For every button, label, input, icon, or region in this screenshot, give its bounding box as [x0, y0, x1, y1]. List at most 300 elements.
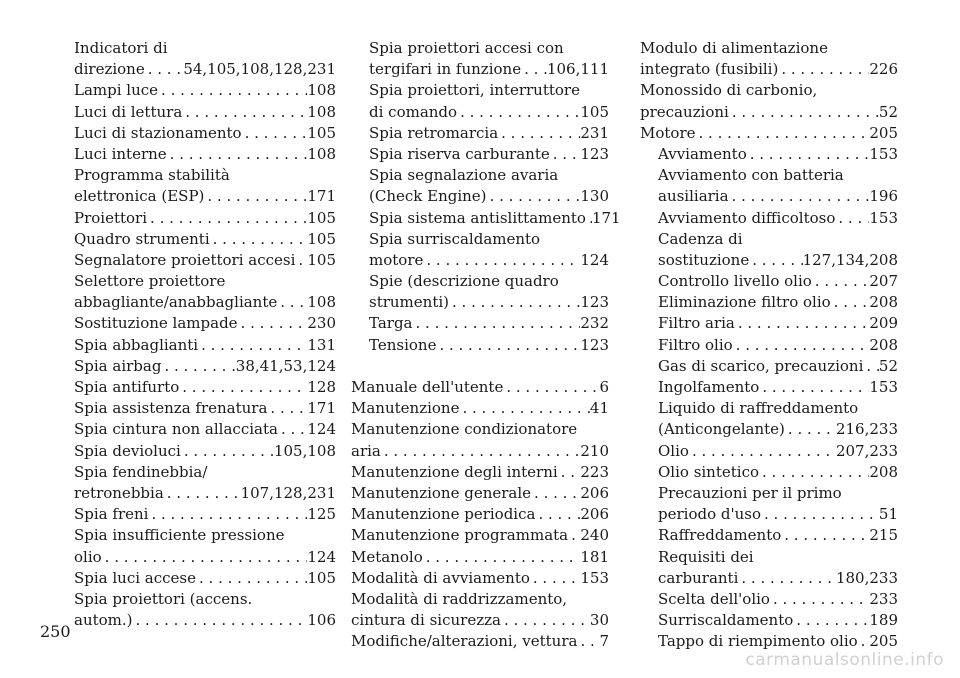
index-entry-text: Spia insufficiente pressione [74, 526, 285, 545]
index-entry-text: Spia surriscaldamento [369, 229, 541, 248]
index-entry-page: 127,134,208 [802, 250, 898, 269]
index-entry-page: 106 [307, 611, 336, 630]
index-entry-page: 181 [580, 547, 609, 566]
index-entry-page: 52 [878, 356, 898, 375]
index-entry-text: Manutenzione degli interni [351, 462, 558, 481]
index-entry-page: 206 [580, 483, 609, 502]
dot-leader [689, 441, 836, 462]
index-entry [74, 547, 336, 568]
index-entry-text: Spia segnalazione avaria [369, 166, 559, 185]
index-entry-page: 232 [580, 314, 609, 333]
index-entry [74, 59, 336, 80]
index-entry-text: Manutenzione generale [351, 483, 532, 502]
index-entry [74, 186, 336, 207]
index-entry-text: Manutenzione condizionatore [351, 420, 578, 439]
index-entry-page: 208 [869, 462, 898, 481]
index-entry-text: Avviamento difficoltoso [658, 208, 836, 227]
index-entry-text: Avviamento con batteria [658, 166, 844, 185]
index-entry-page: 52 [878, 102, 898, 121]
index-entry [351, 59, 609, 80]
index-entry-text: Monossido di carbonio, [640, 81, 818, 100]
index-entry-text: Olio sintetico [658, 462, 760, 481]
index-entry-text: periodo d'uso [658, 505, 761, 524]
index-entry [640, 377, 898, 398]
dot-leader [457, 102, 580, 123]
index-entry-text: Spia cintura non allacciata [74, 420, 278, 439]
dot-leader [735, 313, 870, 334]
index-entry [351, 462, 609, 483]
index-entry [351, 610, 609, 631]
index-entry-page: 226 [869, 60, 898, 79]
index-entry-text: Spia assistenza frenatura [74, 399, 268, 418]
index-entry-page: 125 [307, 505, 336, 524]
dot-leader [747, 144, 870, 165]
index-entry-text: Controllo livello olio [658, 272, 812, 291]
index-entry-text: abbagliante/anabbagliante [74, 293, 278, 312]
dot-leader [729, 186, 870, 207]
index-entry-text: Selettore proiettore [74, 272, 226, 291]
index-entry-text: Luci di lettura [74, 102, 183, 121]
index-entry-text: Luci di stazionamento [74, 123, 242, 142]
dot-leader [568, 525, 580, 546]
index-entry-page: 153 [869, 144, 898, 163]
dot-leader [863, 356, 879, 377]
index-entry-text: Manutenzione [351, 399, 460, 418]
index-entry-page: 131 [307, 335, 336, 354]
index-spacer [351, 356, 609, 377]
index-entry [640, 186, 898, 207]
index-entry [351, 229, 609, 250]
index-entry-page: 180,233 [835, 568, 898, 587]
index-entry [351, 186, 609, 207]
index-entry-text: Manutenzione programmata [351, 526, 569, 545]
dot-leader [423, 250, 580, 271]
index-entry [74, 38, 336, 59]
index-entry [351, 144, 609, 165]
index-entry-text: Surriscaldamento [658, 611, 794, 630]
index-entry-page: 130 [580, 187, 609, 206]
index-entry [640, 547, 898, 568]
dot-leader [759, 377, 869, 398]
dot-leader [196, 568, 307, 589]
dot-leader [147, 208, 307, 229]
index-entry-text: strumenti) [369, 293, 449, 312]
dot-leader [210, 229, 308, 250]
index-entry-text: Indicatori di [74, 39, 168, 57]
dot-leader [381, 441, 581, 462]
index-column-1 [74, 38, 336, 631]
dot-leader [501, 610, 590, 631]
index-entry-text: Precauzioni per il primo [658, 483, 842, 502]
dot-leader [759, 462, 869, 483]
index-entry-text: Filtro olio [658, 335, 733, 354]
index-entry [74, 356, 336, 377]
index-entry [351, 292, 609, 313]
index-entry [640, 356, 898, 377]
index-entry-page: 123 [580, 293, 609, 312]
index-entry-text: Scelta dell'olio [658, 589, 770, 608]
index-entry-text: Manutenzione periodica [351, 505, 536, 524]
index-entry-page: 124 [307, 420, 336, 439]
index-column-3 [640, 38, 898, 652]
index-entry-page: 207 [869, 272, 898, 291]
index-entry [351, 568, 609, 589]
index-entry-page: 105 [307, 208, 336, 227]
index-entry-text: Spia riserva carburante [369, 144, 550, 163]
index-entry-text: Spia fendinebbia/ [74, 462, 208, 481]
dot-leader [738, 568, 836, 589]
dot-leader [778, 59, 869, 80]
dot-leader [459, 398, 589, 419]
index-entry-page: 108 [307, 81, 336, 100]
index-entry [74, 568, 336, 589]
index-entry [640, 419, 898, 440]
index-entry-page: 105 [307, 123, 336, 142]
dot-leader [181, 441, 274, 462]
index-entry-page: 105 [580, 102, 609, 121]
index-entry [351, 102, 609, 123]
index-entry-page: 107,128,231 [240, 483, 336, 502]
index-entry-page: 106,111 [546, 60, 609, 79]
dot-leader [696, 123, 870, 144]
index-entry [74, 525, 336, 546]
index-entry-text: Filtro aria [658, 314, 735, 333]
index-entry [640, 441, 898, 462]
index-entry-page: 231 [580, 123, 609, 142]
dot-leader [729, 102, 879, 123]
index-entry-text: Spie (descrizione quadro [369, 272, 559, 291]
dot-leader [164, 483, 241, 504]
index-entry [640, 335, 898, 356]
index-entry [74, 165, 336, 186]
index-entry-page: 128 [307, 378, 336, 396]
index-entry-text: precauzioni [640, 102, 729, 121]
index-entry-page: 196 [869, 187, 898, 206]
index-entry [351, 335, 609, 356]
index-entry-page: 30 [589, 611, 609, 630]
dot-leader [167, 144, 308, 165]
dot-leader [770, 589, 869, 610]
index-entry-text: Motore [640, 123, 696, 142]
index-entry [351, 271, 609, 292]
index-entry-text: tergifari in funzione [369, 60, 522, 79]
watermark: carmanualsonline.info [745, 650, 944, 670]
dot-leader [749, 250, 802, 271]
index-entry-text: aria [351, 441, 381, 460]
index-entry [640, 589, 898, 610]
dot-leader [831, 292, 870, 313]
dot-leader [277, 292, 307, 313]
index-entry-text: sostituzione [658, 250, 750, 269]
index-entry [640, 250, 898, 271]
index-entry [351, 441, 609, 462]
index-entry-text: Spia proiettori (accens. [74, 589, 253, 608]
index-entry [640, 568, 898, 589]
dot-leader [530, 568, 580, 589]
index-entry [640, 80, 898, 101]
index-column-2 [351, 38, 621, 652]
index-entry [351, 547, 609, 568]
dot-leader [102, 547, 308, 568]
index-entry-text: Liquido di raffreddamento [658, 399, 859, 418]
index-entry-page: 230 [307, 314, 336, 333]
index-entry-text: carburanti [658, 568, 739, 587]
dot-leader [558, 462, 581, 483]
index-entry-text: Spia freni [74, 505, 149, 524]
dot-leader [785, 419, 836, 440]
index-entry-text: Spia devioluci [74, 441, 181, 460]
index-entry-page: 41 [589, 399, 609, 418]
index-entry [351, 377, 609, 398]
index-entry [640, 398, 898, 419]
index-entry-page: 124 [307, 547, 336, 566]
index-entry-page: 216,233 [835, 420, 898, 439]
index-entry-page: 105 [307, 568, 336, 587]
dot-leader [535, 504, 580, 525]
index-entry-page: 171 [307, 187, 336, 206]
dot-leader [449, 292, 580, 313]
index-entry [74, 377, 336, 398]
index-entry-page: 205 [869, 123, 898, 142]
index-entry-text: Tensione [369, 335, 437, 354]
index-entry [74, 483, 336, 504]
index-entry [640, 483, 898, 504]
index-entry [74, 335, 336, 356]
index-entry [640, 229, 898, 250]
dot-leader [413, 313, 581, 334]
index-entry-text: (Anticongelante) [658, 420, 785, 439]
dot-leader [521, 59, 547, 80]
index-entry [351, 123, 609, 144]
index-entry-text: Raffreddamento [658, 526, 782, 545]
dot-leader [577, 631, 599, 652]
index-entry [74, 610, 336, 631]
index-entry [351, 419, 609, 440]
index-entry-text: di comando [369, 102, 458, 121]
dot-leader [295, 250, 307, 271]
index-entry-text: Requisiti dei [658, 547, 754, 566]
index-entry-page: 105 [307, 229, 336, 248]
index-entry-text: Sostituzione lampade [74, 314, 238, 333]
index-entry-page: 123 [580, 335, 609, 354]
index-entry-page: 240 [580, 526, 609, 545]
index-entry-page: 171 [307, 399, 336, 418]
index-entry-text: ausiliaria [658, 187, 729, 206]
dot-leader [278, 419, 307, 440]
index-entry-text: retronebbia [74, 483, 164, 502]
index-entry-text: Ingolfamento [658, 378, 760, 396]
index-entry [640, 123, 898, 144]
index-entry-text: Metanolo [351, 547, 423, 566]
index-entry [74, 504, 336, 525]
index-entry-text: Programma stabilità [74, 166, 230, 185]
index-entry-page: 105 [307, 250, 336, 269]
dot-leader [498, 123, 580, 144]
index-entry-text: olio [74, 547, 102, 566]
dot-leader [267, 398, 307, 419]
index-entry [351, 250, 609, 271]
index-entry-page: 123 [580, 144, 609, 163]
index-entry-page: 233 [869, 589, 898, 608]
index-entry-text: cintura di sicurezza [351, 611, 501, 630]
index-entry-text: Segnalatore proiettori accesi [74, 250, 296, 269]
index-entry [640, 610, 898, 631]
index-entry [351, 589, 609, 610]
index-entry-text: Quadro strumenti [74, 229, 210, 248]
index-entry [640, 165, 898, 186]
index-entry-page: 215 [869, 526, 898, 545]
index-entry-text: autom.) [74, 611, 133, 630]
index-entry-page: 223 [580, 462, 609, 481]
index-entry-page: 153 [580, 568, 609, 587]
index-entry-text: Manuale dell'utente [351, 378, 504, 396]
index-entry-text: Luci interne [74, 144, 167, 163]
index-entry-text: Modalità di raddrizzamento, [351, 589, 568, 608]
index-entry-text: Spia antifurto [74, 378, 180, 396]
index-entry [74, 313, 336, 334]
index-entry-text: elettronica (ESP) [74, 187, 205, 206]
index-entry-page: 209 [869, 314, 898, 333]
index-entry-page: 108 [307, 144, 336, 163]
index-entry-page: 54,105,108,128,231 [183, 60, 336, 79]
index-entry [74, 462, 336, 483]
index-entry [351, 483, 609, 504]
index-entry-text: Spia sistema antislittamento [369, 208, 586, 227]
index-entry-page: 51 [878, 505, 898, 524]
index-entry [640, 102, 898, 123]
index-entry-text: Tappo di riempimento olio [658, 632, 858, 651]
dot-leader [812, 271, 870, 292]
index-entry-page: 38,41,53,124 [235, 356, 336, 375]
dot-leader [179, 377, 307, 398]
dot-leader [182, 102, 307, 123]
index-entry-text: Spia airbag [74, 356, 162, 375]
dot-leader [158, 80, 307, 101]
dot-leader [761, 504, 879, 525]
index-entry [351, 165, 609, 186]
index-entry [351, 80, 609, 101]
index-entry [74, 271, 336, 292]
index-entry-text: motore [369, 250, 424, 269]
index-entry-page: 108 [307, 293, 336, 312]
dot-leader [148, 504, 307, 525]
index-entry-page: 108 [307, 102, 336, 121]
index-entry [74, 589, 336, 610]
index-entry [640, 313, 898, 334]
index-entry-text: Cadenza di [658, 229, 743, 248]
index-entry [640, 208, 898, 229]
index-entry-text: (Check Engine) [369, 187, 487, 206]
dot-leader [531, 483, 580, 504]
index-entry [640, 525, 898, 546]
index-entry-page: 208 [869, 335, 898, 354]
index-entry-text: Olio [658, 441, 689, 460]
dot-leader [835, 208, 869, 229]
dot-leader [793, 610, 869, 631]
index-entry [640, 292, 898, 313]
index-entry [74, 80, 336, 101]
index-entry-text: Modalità di avviamento [351, 568, 530, 587]
index-entry [74, 144, 336, 165]
index-entry-page: 207,233 [835, 441, 898, 460]
index-entry [640, 462, 898, 483]
dot-leader [133, 610, 308, 631]
index-entry [351, 38, 609, 59]
index-entry-page: 189 [869, 611, 898, 630]
index-entry [640, 504, 898, 525]
index-entry-text: Proiettori [74, 208, 148, 227]
index-entry [640, 271, 898, 292]
dot-leader [198, 335, 307, 356]
index-entry [640, 38, 898, 59]
dot-leader [423, 547, 581, 568]
index-entry [74, 398, 336, 419]
index-entry-page: 153 [869, 378, 898, 396]
index-entry-page: 105,108 [273, 441, 336, 460]
page-number: 250 [40, 622, 71, 641]
index-entry-text: Targa [369, 314, 413, 333]
index-entry [74, 123, 336, 144]
index-entry-text: Spia abbaglianti [74, 335, 199, 354]
index-entry [74, 229, 336, 250]
index-entry-text: Spia proiettori, interruttore [369, 81, 580, 100]
index-entry-text: Spia luci accese [74, 568, 197, 587]
dot-leader [487, 186, 581, 207]
dot-leader [161, 356, 235, 377]
dot-leader [242, 123, 308, 144]
index-entry [74, 250, 336, 271]
index-entry [351, 313, 609, 334]
index-entry-text: Avviamento [658, 144, 747, 163]
dot-leader [204, 186, 307, 207]
index-entry-text: integrato (fusibili) [640, 60, 779, 79]
index-entry-page: 7 [599, 632, 609, 651]
index-entry [74, 419, 336, 440]
index-entry [74, 102, 336, 123]
dot-leader [733, 335, 870, 356]
index-entry-text: direzione [74, 60, 145, 79]
index-entry-text: Spia proiettori accesi con [369, 39, 564, 57]
index-entry-text: Modulo di alimentazione [640, 39, 828, 57]
index-entry [351, 504, 609, 525]
dot-leader [145, 59, 184, 80]
index-entry-page: 153 [869, 208, 898, 227]
index-entry-page: 6 [599, 378, 609, 396]
index-entry-text: Gas di scarico, precauzioni [658, 356, 864, 375]
index-entry-page: 171 [591, 208, 621, 227]
index-entry-page: 205 [869, 632, 898, 651]
index-entry [74, 208, 336, 229]
index-entry [351, 525, 609, 546]
dot-leader [436, 335, 580, 356]
dot-leader [781, 525, 869, 546]
index-entry [351, 631, 609, 652]
index-entry-page: 206 [580, 505, 609, 524]
dot-leader [550, 144, 581, 165]
index-entry-page: 124 [580, 250, 609, 269]
index-entry [351, 398, 609, 419]
index-entry-text: Spia retromarcia [369, 123, 499, 142]
index-entry [74, 292, 336, 313]
index-entry [640, 144, 898, 165]
index-entry [351, 208, 621, 229]
index-entry-page: 210 [580, 441, 609, 460]
index-entry-text: Eliminazione filtro olio [658, 293, 831, 312]
index-entry-text: Lampi luce [74, 81, 159, 100]
index-entry-text: Modifiche/alterazioni, vettura [351, 632, 578, 651]
index-entry-page: 208 [869, 293, 898, 312]
index-entry [74, 441, 336, 462]
